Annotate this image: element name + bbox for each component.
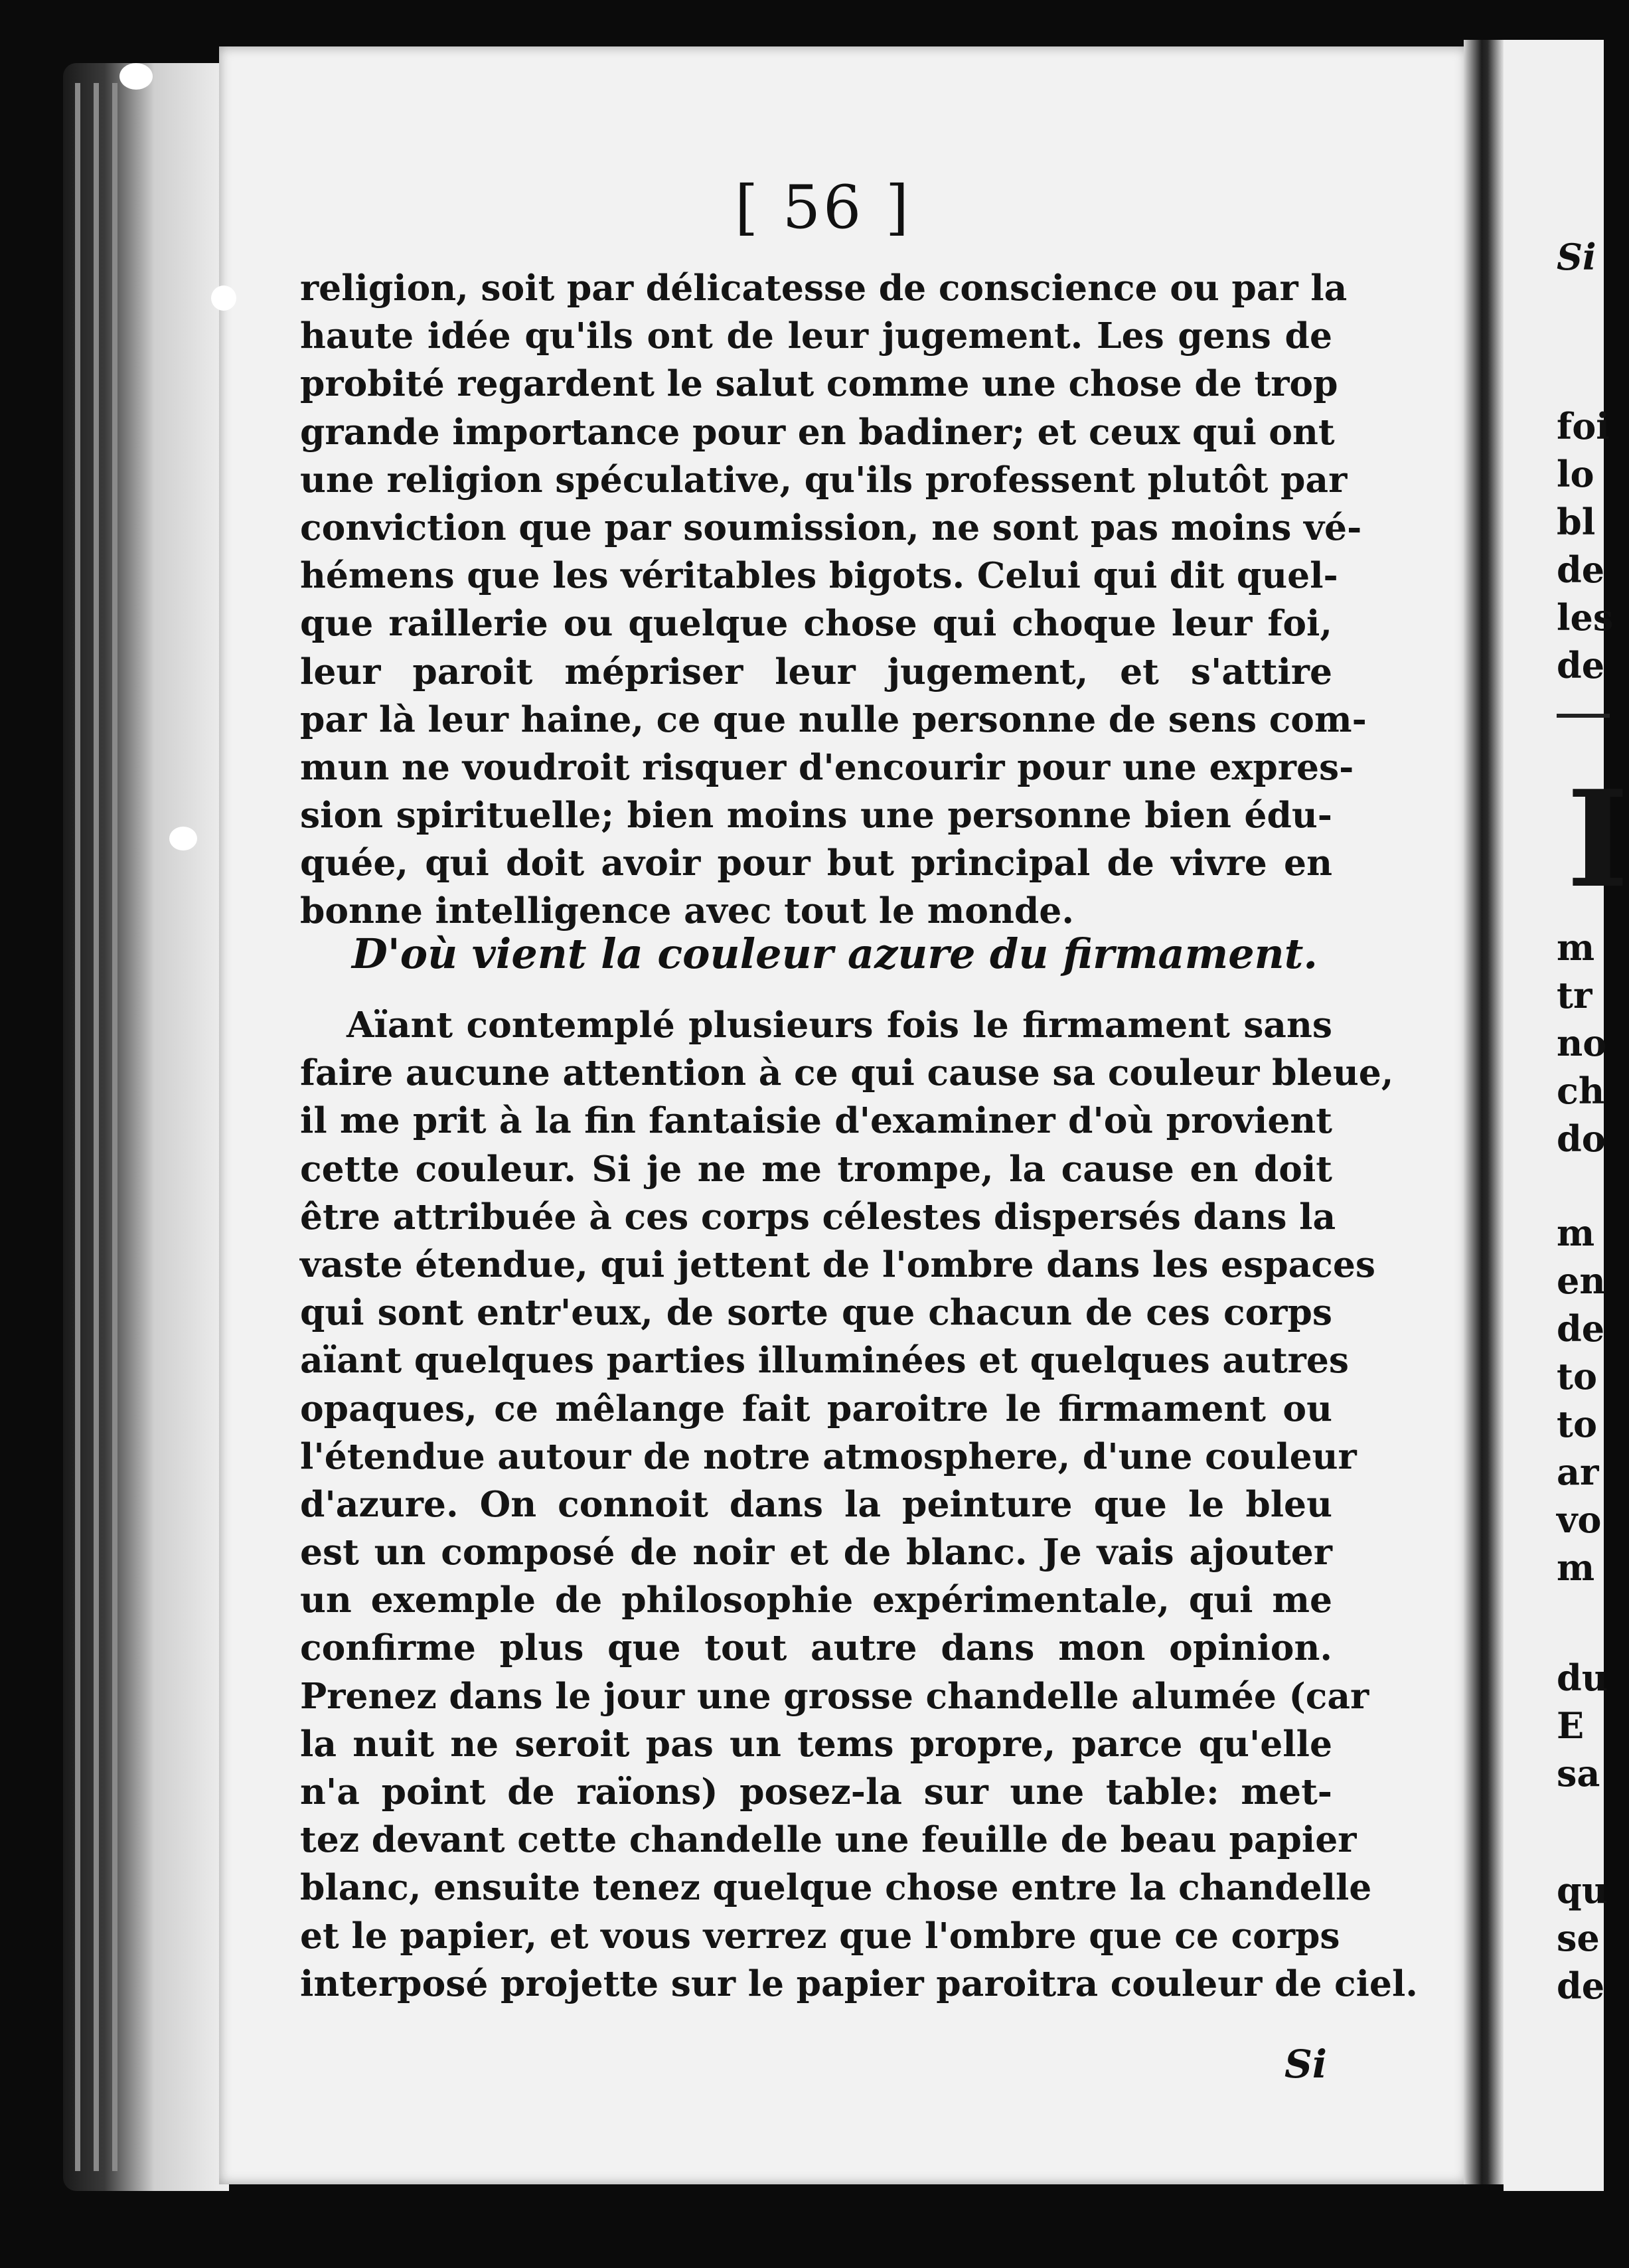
text-line: la nuit ne seroit pas un tems propre, parce qu'elle <box>300 1722 1332 1765</box>
text-line: tez devant cette chandelle une feuille de beau papier <box>300 1819 1357 1861</box>
text-line: aïant quelques parties illuminées et quelques autres <box>300 1339 1350 1382</box>
facing-fragment: ar <box>1557 1451 1599 1493</box>
facing-fragment: bl <box>1557 501 1596 543</box>
drop-cap <box>1567 762 1629 918</box>
facing-fragment: se <box>1557 1917 1600 1959</box>
facing-fragment: no <box>1557 1022 1607 1064</box>
facing-fragment: m <box>1557 1212 1595 1254</box>
text-line: confirme plus que tout autre dans mon opinion. <box>300 1627 1332 1669</box>
facing-fragment: les <box>1557 596 1614 639</box>
text-line: n'a point de raïons) posez-la sur une table: met- <box>300 1771 1332 1813</box>
text-line: mun ne voudroit risquer d'encourir pour une expres- <box>300 746 1354 788</box>
text-line: il me prit à la fin fantaisie d'examiner d'où provient <box>300 1099 1332 1142</box>
text-line: cette couleur. Si je ne me trompe, la cause en doit <box>300 1147 1332 1190</box>
facing-page <box>1504 40 1629 2191</box>
text-line: sion spirituelle; bien moins une personne bien édu- <box>300 794 1332 837</box>
facing-fragment: to <box>1557 1403 1597 1445</box>
facing-fragment: ch <box>1557 1070 1605 1112</box>
facing-fragment: tr <box>1557 974 1592 1016</box>
paragraph-2 <box>300 1001 1418 2008</box>
facing-fragment: de <box>1557 548 1605 591</box>
text-line: une religion spéculative, qu'ils professent plutôt par <box>300 458 1348 501</box>
text-line: qui sont entr'eux, de sorte que chacun de ces corps <box>300 1291 1332 1334</box>
text-line: Prenez dans le jour une grosse chandelle alumée (car <box>300 1674 1369 1717</box>
text-line: probité regardent le salut comme une chose de trop <box>300 363 1338 405</box>
facing-fragment: m <box>1557 926 1595 969</box>
facing-fragment: m <box>1557 1546 1595 1589</box>
text-line: l'étendue autour de notre atmosphere, d'une couleur <box>300 1435 1357 1477</box>
facing-fragment: do <box>1557 1117 1606 1160</box>
text-line: conviction que par soumission, ne sont pas moins vé- <box>300 506 1362 548</box>
text-line: bonne intelligence avec tout le monde. <box>300 890 1074 932</box>
text-line: haute idée qu'ils ont de leur jugement. Les gens de <box>300 315 1332 357</box>
catchword: Si <box>1284 2042 1327 2087</box>
section-heading: D'où vient la couleur azure du firmament. <box>352 930 1318 978</box>
facing-fragment: E <box>1557 1704 1585 1747</box>
page-number-header: [ 56 ] <box>735 173 911 242</box>
facing-fragment: sa <box>1557 1752 1600 1795</box>
text-line: grande importance pour en badiner; et ceux qui ont <box>300 410 1335 453</box>
text-line: quée, qui doit avoir pour but principal de vivre en <box>300 842 1332 884</box>
drop-cap-letter: I <box>1567 762 1629 918</box>
page-gutter <box>1464 40 1504 2184</box>
text-line: religion, soit par délicatesse de conscience ou par la <box>300 267 1348 309</box>
text-line: blanc, ensuite tenez quelque chose entre la chandelle <box>300 1866 1372 1909</box>
facing-fragment: de <box>1557 1965 1605 2007</box>
text-line: Aïant contemplé plusieurs fois le firmament sans <box>347 1004 1332 1046</box>
text-line: vaste étendue, qui jettent de l'ombre dans les espaces <box>300 1243 1375 1285</box>
text-line: être attribuée à ces corps célestes dispersés dans la <box>300 1195 1336 1238</box>
text-line: un exemple de philosophie expérimentale, qui me <box>300 1579 1332 1621</box>
text-line: hémens que les véritables bigots. Celui qui dit quel- <box>300 554 1338 597</box>
paper-speck <box>169 827 197 850</box>
paragraph-1 <box>300 264 1367 935</box>
text-line: leur paroit mépriser leur jugement, et s'attire <box>300 650 1332 692</box>
text-line: est un composé de noir et de blanc. Je vais ajouter <box>300 1531 1332 1574</box>
facing-fragment: du <box>1557 1657 1608 1699</box>
paper-speck <box>119 63 153 90</box>
text-line: d'azure. On connoit dans la peinture que le bleu <box>300 1483 1332 1525</box>
facing-fragment: Si <box>1557 236 1596 278</box>
book-edge-left <box>63 63 229 2191</box>
facing-fragment: lo <box>1557 453 1594 495</box>
facing-fragment: vo <box>1557 1498 1602 1541</box>
facing-fragment: foi <box>1557 405 1610 447</box>
text-line: interposé projette sur le papier paroitra couleur de ciel. <box>300 1962 1418 2004</box>
facing-fragment: qu <box>1557 1869 1608 1911</box>
text-line: opaques, ce mêlange fait paroitre le firmament ou <box>300 1387 1332 1429</box>
facing-fragment: to <box>1557 1355 1597 1398</box>
text-line: faire aucune attention à ce qui cause sa couleur bleue, <box>300 1052 1394 1094</box>
text-line: par là leur haine, ce que nulle personne de sens com- <box>300 698 1367 740</box>
paper-speck <box>211 285 236 311</box>
facing-fragment: en <box>1557 1259 1606 1302</box>
text-line: et le papier, et vous verrez que l'ombre que ce corps <box>300 1914 1340 1957</box>
text-line: que raillerie ou quelque chose qui choque leur foi, <box>300 602 1332 645</box>
facing-fragment: de <box>1557 1307 1605 1350</box>
facing-fragment: de <box>1557 644 1605 687</box>
